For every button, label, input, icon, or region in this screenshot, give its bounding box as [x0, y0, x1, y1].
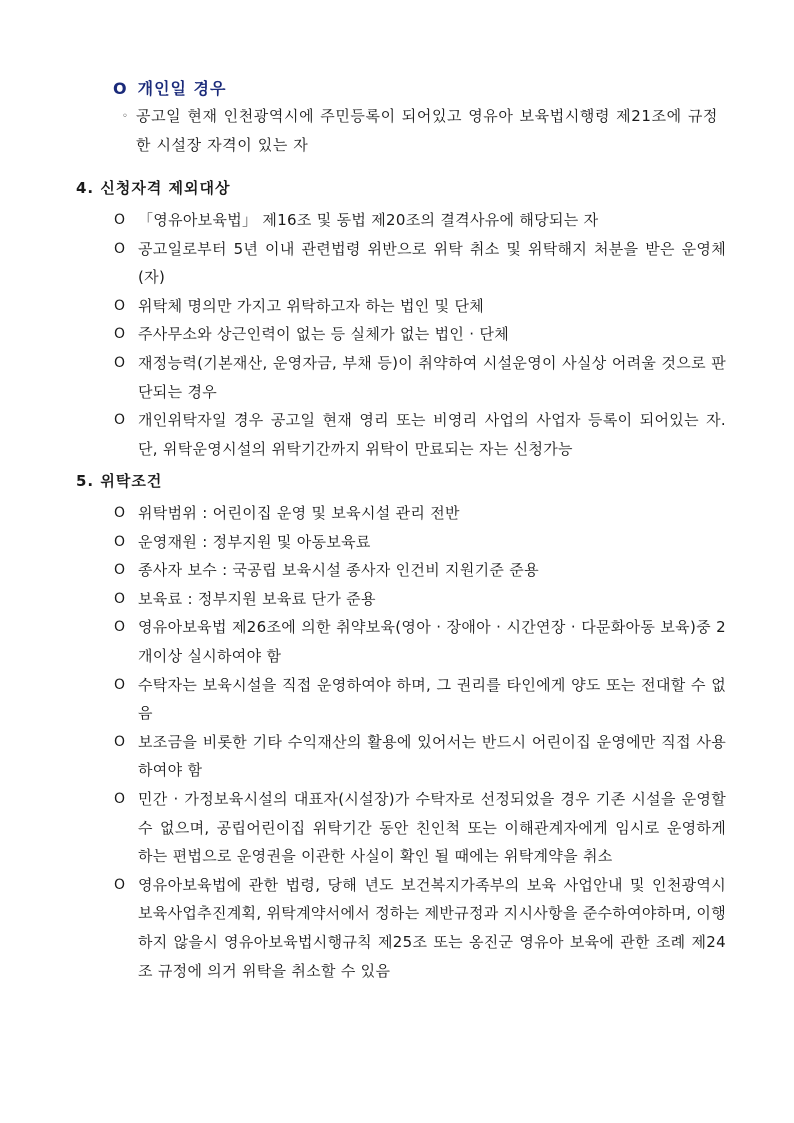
list-item-text: 개인위탁자일 경우 공고일 현재 영리 또는 비영리 사업의 사업자 등록이 되어있는 자. 단, 위탁운영시설의 위탁기간까지 위탁이 만료되는 자는 신청가능 — [138, 411, 726, 458]
list-item-text: 보조금을 비롯한 기타 수익재산의 활용에 있어서는 반드시 어린이집 운영에만 직접 사용 하여야 함 — [138, 732, 726, 780]
list-item-text: 운영재원 : 정부지원 및 아동보육료 — [138, 532, 371, 551]
circle-bullet-icon: O — [114, 412, 126, 429]
list-item-text: 수탁자는 보육시설을 직접 운영하여야 하며, 그 권리를 타인에게 양도 또는 전대할 수 없음 — [138, 675, 726, 723]
list-item-text: 종사자 보수 : 국공립 보육시설 종사자 인건비 지원기준 준용 — [138, 561, 539, 580]
list-item-text: 주사무소와 상근인력이 없는 등 실체가 없는 법인 · 단체 — [138, 325, 509, 344]
section-title: 5. 위탁조건 — [76, 472, 163, 490]
list-item — [76, 613, 726, 670]
section-exclusions — [76, 176, 726, 463]
list-item-text: 「영유아보육법」 제16조 및 동법 제20조의 결격사유에 해당되는 자 — [138, 211, 599, 229]
circle-bullet-icon: O — [114, 733, 126, 750]
circle-bullet-icon: O — [114, 326, 126, 343]
list-item — [76, 528, 726, 557]
list-item-text: 재정능력(기본재산, 운영자금, 부채 등)이 취약하여 시설운영이 사실상 어려울 것으로 판단되는 경우 — [138, 353, 726, 401]
list-item-text: 민간 · 가정보육시설의 대표자(시설장)가 수탁자로 선정되었을 경우 기존 시설을 운영할 수 없으며, 공립어린이집 위탁기간 동안 친인척 또는 이해관계자에게 임시로 운영하게 하는 편법으로 운영권을 이관한 사실이 확인 될 때에는 위탁계약을 취소 — [138, 789, 726, 866]
section-title: 4. 신청자격 제외대상 — [76, 179, 231, 197]
list-item-text: 위탁체 명의만 가지고 위탁하고자 하는 법인 및 단체 — [138, 296, 485, 315]
circle-bullet-icon: O — [114, 619, 126, 636]
list-item-text: 보육료 : 정부지원 보육료 단가 준용 — [138, 589, 376, 608]
circle-bullet-icon: O — [114, 876, 126, 893]
conditions-list — [76, 499, 726, 985]
list-item — [76, 728, 726, 785]
list-item — [76, 349, 726, 406]
list-item-text: 공고일로부터 5년 이내 관련법령 위반으로 위탁 취소 및 위탁해지 처분을 받은 운영체(자) — [138, 239, 726, 287]
list-item — [76, 871, 726, 985]
list-item-text: 영유아보육법 제26조에 의한 취약보육(영아 · 장애아 · 시간연장 · 다문화아동 보육)중 2개이상 실시하여야 함 — [138, 618, 726, 665]
list-item — [76, 671, 726, 728]
list-item — [76, 556, 726, 585]
circle-bullet-icon: O — [113, 79, 128, 98]
small-circle-bullet-icon: ◦ — [122, 111, 129, 122]
individual-case-text: 공고일 현재 인천광역시에 주민등록이 되어있고 영유아 보육법시행령 제21조에 규정한 시설장 자격이 있는 자 — [136, 107, 718, 154]
list-item — [76, 235, 726, 292]
individual-case-heading — [113, 76, 226, 99]
list-item — [76, 292, 726, 321]
individual-case-item — [122, 102, 722, 160]
list-item-text: 영유아보육법에 관한 법령, 당해 년도 보건복지가족부의 보육 사업안내 및 인천광역시 보육사업추진계획, 위탁계약서에서 정하는 제반규정과 지시사항을 준수하여야하며, 이행하지 않을시 영유아보육법시행규칙 제25조 또는 옹진군 영유아 보육에 관한 조례 제24조 규정에 의거 위탁을 취소할 수 있음 — [138, 875, 726, 980]
list-item — [76, 320, 726, 349]
list-item — [76, 406, 726, 463]
circle-bullet-icon: O — [114, 562, 126, 579]
section-conditions — [76, 469, 726, 985]
circle-bullet-icon: O — [114, 212, 126, 228]
circle-bullet-icon: O — [114, 676, 126, 693]
circle-bullet-icon: O — [114, 790, 126, 807]
list-item — [76, 499, 726, 528]
list-item — [76, 206, 726, 235]
list-item — [76, 785, 726, 871]
circle-bullet-icon: O — [114, 505, 126, 521]
list-item-text: 위탁범위 : 어린이집 운영 및 보육시설 관리 전반 — [138, 504, 460, 522]
exclusion-list — [76, 206, 726, 463]
circle-bullet-icon: O — [114, 297, 126, 314]
circle-bullet-icon: O — [114, 590, 126, 607]
list-item — [76, 585, 726, 614]
circle-bullet-icon: O — [114, 533, 126, 550]
circle-bullet-icon: O — [114, 354, 126, 371]
circle-bullet-icon: O — [114, 240, 126, 257]
individual-case-title: 개인일 경우 — [137, 79, 227, 98]
